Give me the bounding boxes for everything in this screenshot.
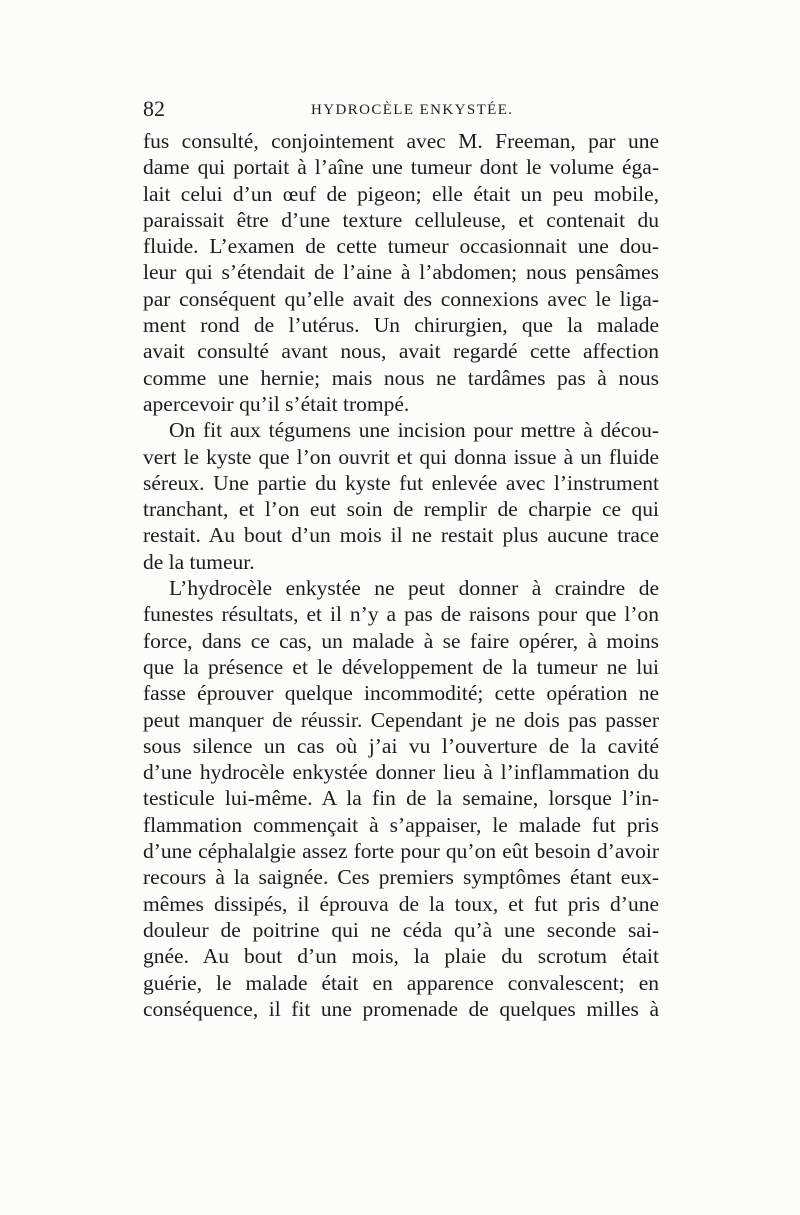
text-line: d’une céphalalgie assez forte pour qu’on eût besoin d’avoir (143, 839, 659, 864)
text-line: On fit aux tégumens une incision pour mettre à décou- (169, 418, 659, 443)
text-line: flammation commençait à s’appaiser, le malade fut pris (143, 812, 659, 837)
text-line: d’une hydrocèle enkystée donner lieu à l’inflammation du (143, 760, 659, 785)
text-line: sous silence un cas où j’ai vu l’ouverture de la cavité (143, 733, 659, 758)
text-line: restait. Au bout d’un mois il ne restait plus aucune trace (143, 523, 659, 548)
page-number: 82 (143, 96, 165, 121)
text-line: que la présence et le développement de la tumeur ne lui (143, 654, 659, 679)
text-line: lait celui d’un œuf de pigeon; elle était un peu mobile, (143, 181, 659, 206)
text-line: dame qui portait à l’aîne une tumeur dont le volume éga- (143, 155, 659, 180)
running-head: HYDROCÈLE ENKYSTÉE. (311, 102, 514, 118)
text-line: séreux. Une partie du kyste fut enlevée avec l’instrument (143, 470, 659, 495)
text-line: comme une hernie; mais nous ne tardâmes pas à nous (143, 365, 659, 390)
text-line: par conséquent qu’elle avait des connexions avec le liga- (143, 286, 659, 311)
text-line: fluide. L’examen de cette tumeur occasionnait une dou- (143, 234, 659, 259)
body-text (143, 128, 659, 1022)
text-line: douleur de poitrine qui ne céda qu’à une seconde sai- (143, 917, 659, 942)
text-line: apercevoir qu’il s’était trompé. (143, 391, 410, 416)
text-line: ment rond de l’utérus. Un chirurgien, que la malade (143, 313, 659, 338)
text-line: peut manquer de réussir. Cependant je ne dois pas passer (143, 707, 659, 732)
text-line: fasse éprouver quelque incommodité; cette opération ne (143, 681, 659, 706)
text-line: L’hydrocèle enkystée ne peut donner à craindre de (169, 576, 659, 601)
page-header (143, 96, 663, 122)
text-line: mêmes dissipés, il éprouva de la toux, et fut pris d’une (143, 891, 659, 916)
text-line: avait consulté avant nous, avait regardé cette affection (143, 339, 659, 364)
text-line: leur qui s’étendait de l’aine à l’abdomen; nous pensâmes (143, 260, 659, 285)
text-line: fus consulté, conjointement avec M. Freeman, par une (143, 129, 659, 153)
text-line: funestes résultats, et il n’y a pas de raisons pour que l’on (143, 602, 659, 627)
text-line: force, dans ce cas, un malade à se faire opérer, à moins (143, 628, 659, 653)
text-line: paraissait être d’une texture celluleuse, et contenait du (143, 207, 659, 232)
text-line: recours à la saignée. Ces premiers symptômes étant eux- (143, 865, 659, 890)
text-line: testicule lui-même. A la fin de la semaine, lorsque l’in- (143, 786, 659, 811)
text-line: conséquence, il fit une promenade de quelques milles à (143, 996, 659, 1021)
text-line: vert le kyste que l’on ouvrit et qui donna issue à un fluide (143, 444, 659, 469)
text-line: gnée. Au bout d’un mois, la plaie du scrotum était (143, 944, 659, 969)
text-line: guérie, le malade était en apparence convalescent; en (143, 970, 659, 995)
text-line: tranchant, et l’on eut soin de remplir de charpie ce qui (143, 497, 659, 522)
text-line: de la tumeur. (143, 549, 255, 574)
